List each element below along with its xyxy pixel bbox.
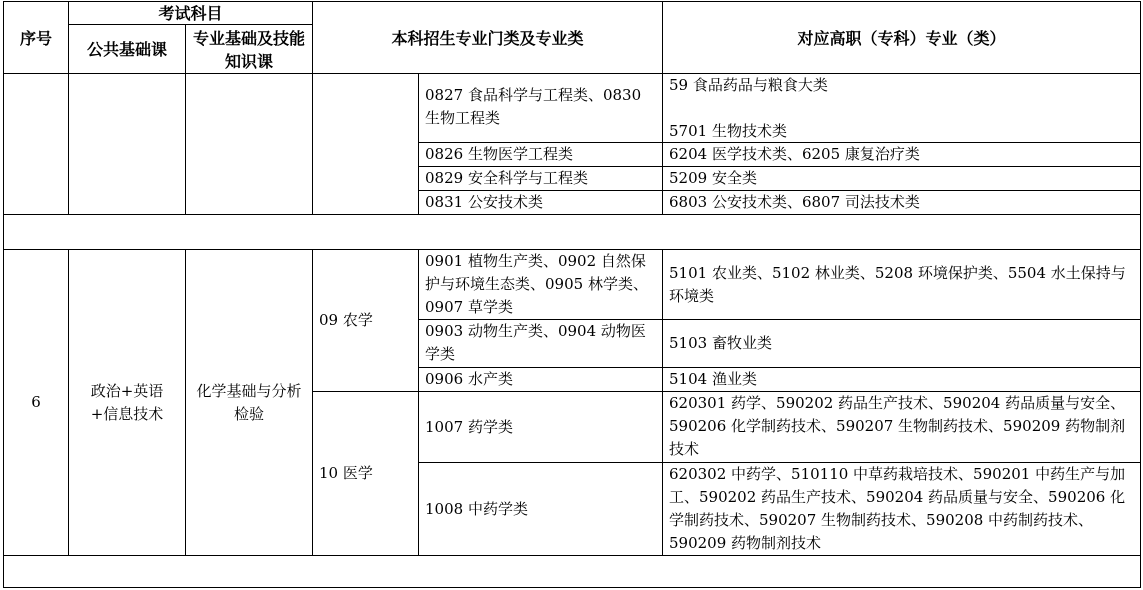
table-border [3, 249, 1141, 250]
table-border [68, 249, 69, 556]
header-public-course: 公共基础课 [86, 40, 167, 59]
table-row-vocational: 5101 农业类、5102 林业类、5208 环境保护类、5504 水土保持与环境类 [669, 263, 1126, 305]
header-vocational-major: 对应高职（专科）专业（类） [797, 28, 1006, 48]
table-border [418, 462, 1141, 463]
group-professional-course: 化学基础与分析检验 [196, 381, 302, 423]
table-row-vocational: 59 食品药品与粮食大类 5701 生物技术类 [669, 76, 828, 140]
table-border [312, 1, 313, 215]
table-row-vocational: 620301 药学、590202 药品生产技术、590204 药品质量与安全、590206 化学制药技术、590207 生物制药技术、590209 药物制剂技术 [669, 394, 1126, 458]
category-agriculture: 09 农学 [319, 311, 373, 329]
table-border [662, 249, 663, 556]
table-border [418, 367, 1141, 368]
table-row-major: 0829 安全科学与工程类 [425, 169, 588, 187]
table-row-vocational: 6204 医学技术类、6205 康复治疗类 [669, 145, 920, 163]
table-border [3, 73, 1141, 74]
table-row-major: 0831 公安技术类 [425, 193, 543, 211]
table-row-major: 0901 植物生产类、0902 自然保护与环境生态类、0905 林学类、0907 草学类 [425, 252, 648, 316]
category-medicine: 10 医学 [319, 464, 373, 482]
group-public-course: 政治+英语+信息技术 [90, 381, 164, 423]
table-border [68, 1, 69, 215]
table-row-vocational: 5209 安全类 [669, 169, 757, 187]
table-border [312, 391, 1141, 392]
table-border [185, 249, 186, 556]
table-border [3, 587, 1141, 588]
table-row-major: 0826 生物医学工程类 [425, 145, 573, 163]
header-professional-course: 专业基础及技能知识课 [192, 28, 305, 71]
table-row-major: 1007 药学类 [425, 417, 513, 436]
header-exam-subjects: 考试科目 [158, 4, 223, 23]
group-seq: 6 [31, 393, 41, 411]
table-border [312, 249, 313, 556]
table-row-vocational: 5103 畜牧业类 [669, 334, 772, 352]
table-row-vocational: 5104 渔业类 [669, 370, 757, 388]
header-undergrad-major: 本科招生专业门类及专业类 [391, 28, 584, 48]
table-border [3, 555, 1141, 556]
table-row-vocational: 620302 中药学、510110 中草药栽培技术、590201 中药生产与加工、590202 药品生产技术、590204 药品质量与安全、590206 化学制药技术、590207 生物制药技术、590208 中药制药技术、590209 药物制剂技术 [669, 465, 1126, 552]
table-border [418, 319, 1141, 320]
table-border [662, 1, 663, 215]
table-row-major: 0827 食品科学与工程类、0830 生物工程类 [425, 86, 642, 127]
table-border [3, 1, 4, 588]
table-row-major: 1008 中药学类 [425, 499, 528, 518]
table-border [418, 166, 1141, 167]
table-row-vocational: 6803 公安技术类、6807 司法技术类 [669, 193, 920, 211]
table-border [3, 214, 1141, 215]
table-border [68, 24, 313, 25]
table-border [418, 249, 419, 556]
table-row-major: 0903 动物生产类、0904 动物医学类 [425, 322, 646, 363]
table-border [418, 73, 419, 215]
header-seq: 序号 [19, 28, 52, 48]
table-border [418, 190, 1141, 191]
table-border [185, 24, 186, 215]
table-border [1140, 1, 1141, 588]
table-row-major: 0906 水产类 [425, 370, 513, 388]
table-border [418, 142, 1141, 143]
table-border [3, 1, 1141, 2]
